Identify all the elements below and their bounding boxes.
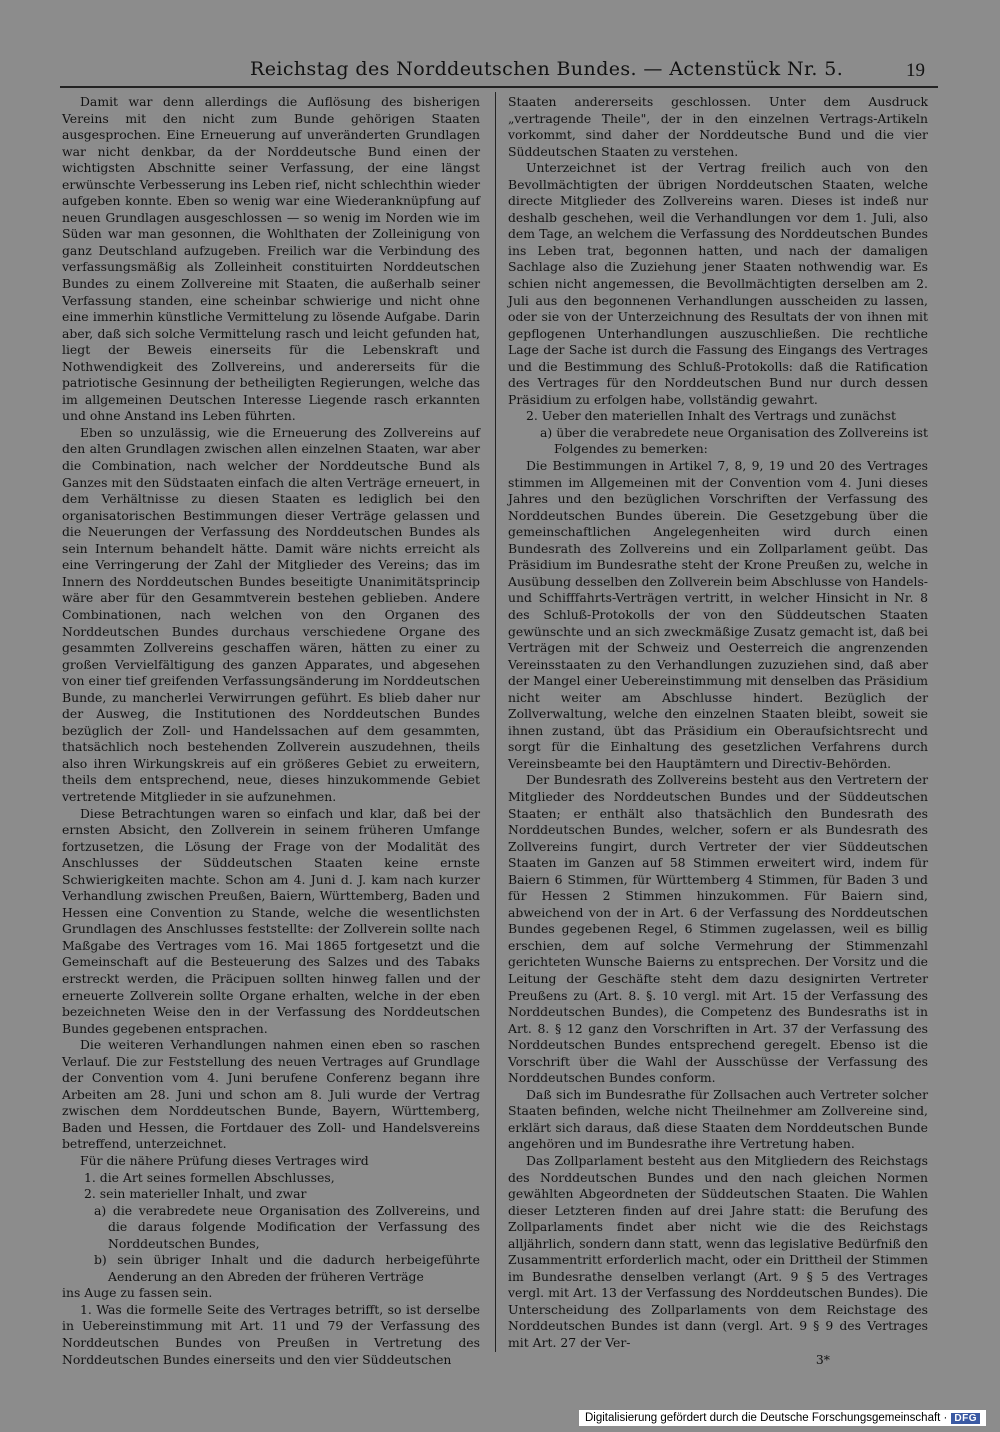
digitization-credit <box>579 1410 986 1426</box>
paragraph: Eben so unzulässig, wie die Erneuerung des Zollvereins auf den alten Grundlagen zwischen allen einzelnen Staaten, war aber die Combination, nach welcher der Norddeutsche Bund als Ganzes mit den Südstaaten einfach die alten Verträge erneuert, in dem Verhältnisse zu diesen Staaten es lediglich bei den organisatorischen Bestimmungen dieser Verträge gelassen und die Neuerungen der Verfassung des Norddeutschen Bundes als sein Internum behandelt hätte. Damit wäre nichts erreicht als eine Verringerung der Zahl der Mitglieder des Vereins; das im Innern des Norddeutschen Bundes beseitigte Unanimitätsprincip wäre aber für den Gesammtverein bestehen geblieben. Andere Combinationen, nach welchen von den Organen des Norddeutschen Bundes durchaus verschiedene Organe des gesammten Zollvereins geschaffen wären, hätten zu einer zu großen Vervielfältigung des ganzen Apparates, und abgesehen von einer tief greifenden Verfassungsänderung im Norddeutschen Bunde, zu mancherlei Verwirrungen geführt. Es blieb daher nur der Ausweg, die Institutionen des Norddeutschen Bundes bezüglich der Zoll- und Handelssachen auf dem gesammten, thatsächlich noch bestehenden Zollverein auszudehnen, theils also ihren Wirkungskreis auf ein größeres Gebiet zu erweitern, theils dem entsprechend, neue, dieses hinzukommende Gebiet vertretende Mitglieder in sie aufzunehmen. <box>62 424 480 804</box>
list-intro: Für die nähere Prüfung dieses Vertrages wird <box>80 1153 369 1168</box>
signature-mark: 3* <box>815 1351 830 1367</box>
paragraph: Der Bundesrath des Zollvereins besteht aus den Vertretern der Mitglieder des Norddeutschen Bundes und der Süddeutschen Staaten; er enthält also thatsächlich den Bundesrath des Norddeutschen Bundes, welcher, sofern er als Bundesrath des Zollvereins fungirt, durch Vertreter der vier Süddeutschen Staaten im Ganzen auf 58 Stimmen erweitert wird, indem für Baiern 6 Stimmen, für Württemberg 4 Stimmen, für Baden 3 und für Hessen 2 Stimmen hinzukommen. Für Baiern sind, abweichend von der in Art. 6 der Verfassung des Norddeutschen Bundes gegebenen Regel, 6 Stimmen zugelassen, weil es billig erschien, dem auf solche Vermehrung der Stimmenzahl gerichteten Wunsche Baierns zu entsprechen. Der Vorsitz und die Leitung der Geschäfte steht dem dazu designirten Vertreter Preußens zu (Art. 8. §. 10 vergl. mit Art. 15 der Verfassung des Norddeutschen Bundes), die Competenz des Bundesraths ist in Art. 8. § 12 ganz den Vorschriften in Art. 37 der Verfassung des Norddeutschen Bundes entsprechend geregelt. Ebenso ist die Vorschrift über die Wahl der Ausschüsse der Verfassung des Norddeutschen Bundes conform. <box>508 772 928 1086</box>
running-head: Reichstag des Norddeutschen Bundes. — Actenstück Nr. 5. <box>250 58 844 80</box>
paragraph: Die Bestimmungen in Artikel 7, 8, 9, 19 und 20 des Vertrages stimmen im Allgemeinen mit der Convention vom 4. Juni dieses Jahres und den bezüglichen Vorschriften der Verfassung des Norddeutschen Bundes überein. Die Gesetzgebung über die gemeinschaftlichen Angelegenheiten wird durch einen Bundesrath des Zollvereins und ein Zollparlament geübt. Das Präsidium im Bundesrathe steht der Krone Preußen zu, welche in Ausübung desselben den Zollverein beim Abschlusse von Handels- und Schifffahrts-Verträgen vertritt, in welcher Hinsicht in Nr. 8 des Schluß-Protokolls der von den Süddeutschen Staaten gewünschte und an sich zweckmäßige Zusatz gemacht ist, daß bei Verträgen mit der Schweiz und Oesterreich die angrenzenden Vereinsstaaten zu den Verhandlungen zuzuziehen sind, daß aber der Mangel einer Uebereinstimmung mit denselben das Präsidium nicht weiter am Abschlusse hindert. Bezüglich der Zollverwaltung, welche den einzelnen Staaten bleibt, soweit sie ihnen zustand, übt das Präsidium ein Oberaufsichtsrecht und sorgt für die Einhaltung des gesetzlichen Verfahrens durch Vereinsbeamte bei den Hauptämtern und Directiv-Behörden. <box>508 458 928 771</box>
list-item: 2. sein materieller Inhalt, und zwar <box>84 1186 307 1202</box>
right-column <box>508 94 928 1368</box>
list-subitem: a) über die verabredete neue Organisation des Zollvereins ist Folgendes zu bemerken: <box>540 424 928 457</box>
list-tail: ins Auge zu fassen sein. <box>62 1285 213 1301</box>
paragraph: 1. Was die formelle Seite des Vertrages betrifft, so ist derselbe in Uebereinstimmung mit Art. 11 und 79 der Verfassung des Norddeutschen Bundes von Preußen in Vertretung des Norddeutschen Bundes einerseits und den vier Süddeutschen <box>62 1301 480 1367</box>
paragraph: Diese Betrachtungen waren so einfach und klar, daß bei der ernsten Absicht, den Zollverein in seinem früheren Umfange fortzusetzen, die Lösung der Frage von der Modalität des Anschlusses der Süddeutschen Staaten keine ernste Schwierigkeiten machte. Schon am 4. Juni d. J. kam nach kurzer Verhandlung zwischen Preußen, Baiern, Württemberg, Baden und Hessen eine Convention zu Stande, welche die wesentlichsten Grundlagen des Anschlusses feststellte: der Zollverein sollte nach Maßgabe des Vertrages vom 16. Mai 1865 fortgesetzt und die Gemeinschaft auf die Besteuerung des Salzes und des Tabaks erstreckt werden, die Präcipuen sollten hinweg fallen und der erneuerte Zollverein sollte Organe erhalten, welche in der eben bezeichneten Weise den in der Verfassung des Norddeutschen Bundes gegebenen entsprachen. <box>62 805 480 1036</box>
list-subitem: b) sein übriger Inhalt und die dadurch herbeigeführte Aenderung an den Abreden der früheren Verträge <box>94 1252 480 1284</box>
header-rule <box>60 86 938 88</box>
credit-text: Digitalisierung gefördert durch die Deutsche Forschungsgemeinschaft · <box>584 1412 948 1424</box>
dfg-logo: DFG <box>951 1413 980 1424</box>
column-divider <box>495 92 496 1352</box>
left-column <box>62 94 480 1368</box>
paragraph: Damit war denn allerdings die Auflösung des bisherigen Vereins mit den nicht zum Bunde gehörigen Staaten ausgesprochen. Eine Erneuerung auf unveränderten Grundlagen war nicht denkbar, da der Norddeutsche Bund einen der wichtigsten Abschnitte seiner Verfassung, der eine längst erwünschte Verbesserung ins Leben rief, nicht schlechthin wieder aufgeben konnte. Eben so wenig war eine Wiederanknüpfung auf neuen Grundlagen ausgeschlossen — so wenig im Norden wie im Süden war man gesonnen, die Wohlthaten der Zolleinigung von ganz Deutschland aufzugeben. Freilich war die Verbindung des verfassungsmäßig als Zolleinheit constituirten Norddeutschen Bundes zu einem Zollvereine mit Staaten, die außerhalb seiner Verfassung standen, eine scheinbar schwierige und nicht ohne eine immerhin künstliche Vermittelung zu lösende Aufgabe. Darin aber, daß sich solche Vermittelung rasch und leicht gefunden hat, liegt der Beweis einerseits für die Lebenskraft und Nothwendigkeit des Zollvereins, und andererseits für die patriotische Gesinnung der betheiligten Regierungen, welche das im allgemeinen Deutschen Interesse Liegende rasch erkannten und ohne Anstand ins Leben führten. <box>62 94 480 424</box>
list-subitem: a) die verabredete neue Organisation des Zollvereins, und die daraus folgende Modification der Verfassung des Norddeutschen Bundes, <box>94 1202 480 1251</box>
list-item: 2. Ueber den materiellen Inhalt des Vertrags und zunächst <box>526 408 896 424</box>
page-header <box>0 0 1000 90</box>
paragraph: Das Zollparlament besteht aus den Mitgliedern des Reichstags des Norddeutschen Bundes und den nach gleichen Normen gewählten Abgeordneten der Süddeutschen Staaten. Die Wahlen dieser Letzteren finden auf drei Jahre statt: die Berufung des Zollparlaments findet aber nicht wie die des Reichstags alljährlich, sondern dann statt, wenn das legislative Bedürfniß den Zusammentritt erforderlich macht, oder ein Drittheil der Stimmen im Bundesrathe denselben verlangt (Art. 9 § 5 des Vertrages vergl. mit Art. 13 der Verfassung des Norddeutschen Bundes). Die Unterscheidung des Zollparlaments von dem Reichstage des Norddeutschen Bundes ist dann (vergl. Art. 9 § 9 des Vertrages mit Art. 27 der Ver- <box>508 1153 928 1351</box>
page-number: 19 <box>906 60 925 81</box>
list-item: 1. die Art seines formellen Abschlusses, <box>84 1169 335 1185</box>
paragraph: Staaten andererseits geschlossen. Unter dem Ausdruck „vertragende Theile", der in den einzelnen Vertrags-Artikeln vorkommt, sind daher der Norddeutsche Bund und die vier Süddeutschen Staaten zu verstehen. <box>508 94 928 159</box>
paragraph: Die weiteren Verhandlungen nahmen einen eben so raschen Verlauf. Die zur Feststellung des neuen Vertrages auf Grundlage der Convention vom 4. Juni berufene Conferenz begann ihre Arbeiten am 28. Juni und schon am 8. Juli wurde der Vertrag zwischen dem Norddeutschen Bunde, Bayern, Württemberg, Baden und Hessen, die Fortdauer des Zoll- und Handelsvereins betreffend, unterzeichnet. <box>62 1037 480 1152</box>
paragraph: Unterzeichnet ist der Vertrag freilich auch von den Bevollmächtigten der übrigen Norddeutschen Staaten, welche directe Mitglieder des Zollvereins waren. Dieses ist indeß nur deshalb geschehen, weil die Verhandlungen vor dem 1. Juli, also dem Tage, an welchem die Verfassung des Norddeutschen Bundes ins Leben trat, begonnen hatten, und nach der damaligen Sachlage also die Zuziehung jener Staaten nothwendig war. Es schien nicht angemessen, die Bevollmächtigten derselben am 2. Juli aus den begonnenen Verhandlungen ausscheiden zu lassen, oder sie von der Unterzeichnung des Resultats der von ihnen mit gepflogenen Unterhandlungen auszuschließen. Die rechtliche Lage der Sache ist durch die Fassung des Eingangs des Vertrages und die Bestimmung des Schluß-Protokolls: daß die Ratification des Vertrages für den Norddeutschen Bund nur durch dessen Präsidium zu erfolgen habe, vollständig gewahrt. <box>508 160 928 407</box>
paragraph: Daß sich im Bundesrathe für Zollsachen auch Vertreter solcher Staaten befinden, welche nicht Theilnehmer am Zollvereine sind, erklärt sich daraus, daß diese Staaten dem Norddeutschen Bunde angehören und im Bundesrathe ihre Vertretung haben. <box>508 1086 928 1152</box>
